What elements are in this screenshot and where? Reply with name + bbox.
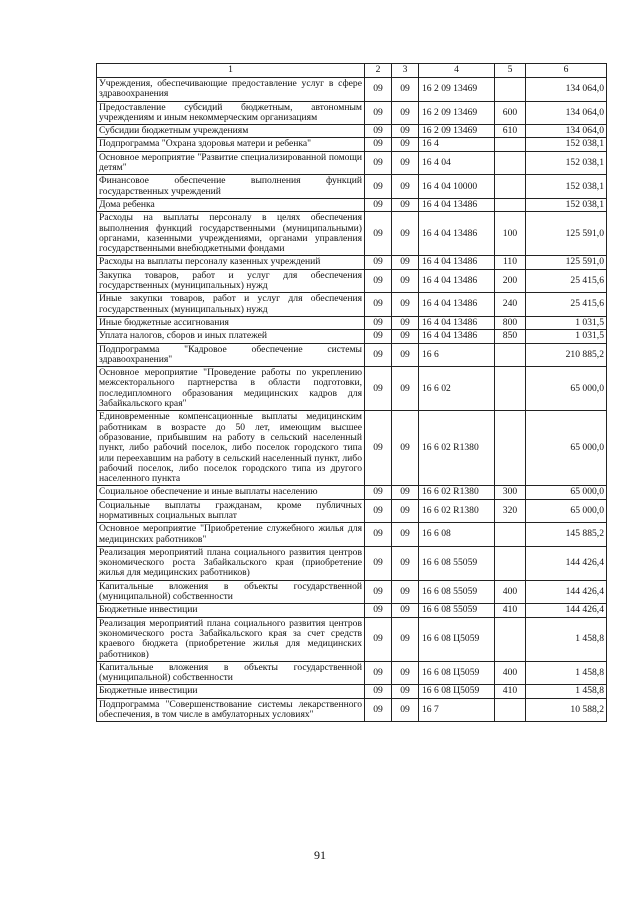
table-row [97, 212, 607, 256]
row-target-article-cell: 16 2 09 13469 [419, 125, 495, 138]
row-amount-cell: 134 064,0 [526, 125, 607, 138]
table-row [97, 661, 607, 685]
row-expense-type-cell [495, 138, 526, 151]
row-target-article-cell: 16 2 09 13469 [419, 101, 495, 125]
row-amount-cell: 210 885,2 [526, 343, 607, 367]
table-row [97, 546, 607, 580]
row-name-cell: Единовременные компенсационные выплаты медицинским работникам в возрасте до 50 лет, имеющим высшее образование, прибывшим на работу в сельский населенный пункт, либо рабочий поселок, либо поселок городского типа или переехавшим на работу в сельский населенный пункт, либо рабочий поселок, либо поселок городского типа из другого населенного пункта [97, 411, 365, 486]
row-expense-type-cell [495, 198, 526, 211]
row-amount-cell: 152 038,1 [526, 151, 607, 175]
table-row [97, 316, 607, 329]
header-col-5: 5 [495, 64, 526, 78]
row-target-article-cell: 16 6 [419, 343, 495, 367]
row-amount-cell: 65 000,0 [526, 486, 607, 499]
row-amount-cell: 10 588,2 [526, 698, 607, 722]
row-subsection-cell: 09 [392, 617, 419, 661]
row-name-cell: Социальные выплаты гражданам, кроме публичных нормативных социальных выплат [97, 499, 365, 523]
row-expense-type-cell: 100 [495, 212, 526, 256]
row-name-cell: Капитальные вложения в объекты государственной (муниципальной) собственности [97, 661, 365, 685]
table-row [97, 698, 607, 722]
row-section-cell: 09 [365, 486, 392, 499]
row-target-article-cell: 16 6 08 55059 [419, 580, 495, 604]
row-section-cell: 09 [365, 151, 392, 175]
row-subsection-cell: 09 [392, 580, 419, 604]
row-subsection-cell: 09 [392, 604, 419, 617]
row-amount-cell: 65 000,0 [526, 411, 607, 486]
table-row [97, 523, 607, 547]
row-name-cell: Иные бюджетные ассигнования [97, 316, 365, 329]
row-subsection-cell: 09 [392, 198, 419, 211]
row-subsection-cell: 09 [392, 175, 419, 199]
table-row [97, 101, 607, 125]
table-row [97, 198, 607, 211]
row-section-cell: 09 [365, 256, 392, 269]
row-target-article-cell: 16 4 04 13486 [419, 256, 495, 269]
table-row [97, 151, 607, 175]
row-name-cell: Бюджетные инвестиции [97, 685, 365, 698]
header-col-3: 3 [392, 64, 419, 78]
row-name-cell: Реализация мероприятий плана социального развития центров экономического роста Забайкальского края за счет средств краевого бюджета (приобретение жилья для медицинских работников) [97, 617, 365, 661]
row-expense-type-cell [495, 175, 526, 199]
row-expense-type-cell [495, 617, 526, 661]
budget-table [96, 63, 607, 722]
row-target-article-cell: 16 4 04 10000 [419, 175, 495, 199]
row-name-cell: Предоставление субсидий бюджетным, автономным учреждениям и иным некоммерческим организациям [97, 101, 365, 125]
row-section-cell: 09 [365, 269, 392, 293]
row-name-cell: Финансовое обеспечение выполнения функций государственных учреждений [97, 175, 365, 199]
row-name-cell: Учреждения, обеспечивающие предоставление услуг в сфере здравоохранения [97, 78, 365, 102]
row-name-cell: Основное мероприятие "Развитие специализированной помощи детям" [97, 151, 365, 175]
row-section-cell: 09 [365, 661, 392, 685]
row-subsection-cell: 09 [392, 523, 419, 547]
row-subsection-cell: 09 [392, 698, 419, 722]
row-subsection-cell: 09 [392, 685, 419, 698]
row-expense-type-cell [495, 343, 526, 367]
row-subsection-cell: 09 [392, 256, 419, 269]
row-subsection-cell: 09 [392, 293, 419, 317]
page-number: 91 [314, 848, 326, 862]
row-amount-cell: 1 458,8 [526, 617, 607, 661]
row-section-cell: 09 [365, 617, 392, 661]
row-name-cell: Бюджетные инвестиции [97, 604, 365, 617]
row-name-cell: Основное мероприятие "Проведение работы по укреплению межсекторального партнерства в области подготовки, последипломного образования медицинских кадров для Забайкальского края" [97, 367, 365, 411]
table-row [97, 138, 607, 151]
table-row [97, 175, 607, 199]
row-target-article-cell: 16 6 08 Ц5059 [419, 685, 495, 698]
row-name-cell: Уплата налогов, сборов и иных платежей [97, 330, 365, 343]
row-expense-type-cell [495, 546, 526, 580]
row-subsection-cell: 09 [392, 101, 419, 125]
table-row [97, 293, 607, 317]
row-amount-cell: 125 591,0 [526, 212, 607, 256]
table-row [97, 269, 607, 293]
row-amount-cell: 1 458,8 [526, 685, 607, 698]
table-row [97, 499, 607, 523]
row-amount-cell: 152 038,1 [526, 175, 607, 199]
row-amount-cell: 1 458,8 [526, 661, 607, 685]
table-row [97, 604, 607, 617]
row-amount-cell: 65 000,0 [526, 499, 607, 523]
row-amount-cell: 145 885,2 [526, 523, 607, 547]
row-name-cell: Субсидии бюджетным учреждениям [97, 125, 365, 138]
row-subsection-cell: 09 [392, 343, 419, 367]
row-expense-type-cell: 600 [495, 101, 526, 125]
row-expense-type-cell: 610 [495, 125, 526, 138]
row-amount-cell: 134 064,0 [526, 101, 607, 125]
row-section-cell: 09 [365, 198, 392, 211]
row-section-cell: 09 [365, 411, 392, 486]
row-amount-cell: 25 415,6 [526, 269, 607, 293]
row-target-article-cell: 16 6 08 [419, 523, 495, 547]
row-amount-cell: 25 415,6 [526, 293, 607, 317]
row-expense-type-cell: 400 [495, 661, 526, 685]
header-col-1: 1 [97, 64, 365, 78]
row-section-cell: 09 [365, 546, 392, 580]
row-subsection-cell: 09 [392, 546, 419, 580]
row-subsection-cell: 09 [392, 78, 419, 102]
row-subsection-cell: 09 [392, 486, 419, 499]
row-subsection-cell: 09 [392, 151, 419, 175]
row-section-cell: 09 [365, 101, 392, 125]
row-section-cell: 09 [365, 343, 392, 367]
row-section-cell: 09 [365, 125, 392, 138]
row-expense-type-cell: 800 [495, 316, 526, 329]
table-row [97, 580, 607, 604]
table-row [97, 343, 607, 367]
row-section-cell: 09 [365, 212, 392, 256]
table-row [97, 78, 607, 102]
row-amount-cell: 144 426,4 [526, 580, 607, 604]
row-target-article-cell: 16 2 09 13469 [419, 78, 495, 102]
row-subsection-cell: 09 [392, 316, 419, 329]
row-amount-cell: 144 426,4 [526, 604, 607, 617]
row-target-article-cell: 16 4 04 13486 [419, 330, 495, 343]
row-target-article-cell: 16 6 02 [419, 367, 495, 411]
row-subsection-cell: 09 [392, 661, 419, 685]
row-subsection-cell: 09 [392, 367, 419, 411]
row-section-cell: 09 [365, 685, 392, 698]
row-name-cell: Дома ребенка [97, 198, 365, 211]
table-row [97, 125, 607, 138]
row-expense-type-cell: 410 [495, 685, 526, 698]
row-section-cell: 09 [365, 330, 392, 343]
table-header-row [97, 64, 607, 78]
row-section-cell: 09 [365, 78, 392, 102]
row-name-cell: Расходы на выплаты персоналу в целях обеспечения выполнения функций государственными (муниципальными) органами, казенными учреждениями, органами управления государственными внебюджетными фондами [97, 212, 365, 256]
row-section-cell: 09 [365, 580, 392, 604]
row-expense-type-cell: 240 [495, 293, 526, 317]
row-subsection-cell: 09 [392, 499, 419, 523]
row-name-cell: Подпрограмма "Кадровое обеспечение системы здравоохранения" [97, 343, 365, 367]
row-section-cell: 09 [365, 293, 392, 317]
table-row [97, 256, 607, 269]
row-section-cell: 09 [365, 175, 392, 199]
row-target-article-cell: 16 4 04 13486 [419, 293, 495, 317]
row-amount-cell: 65 000,0 [526, 367, 607, 411]
row-target-article-cell: 16 6 08 Ц5059 [419, 661, 495, 685]
table-row [97, 330, 607, 343]
table-row [97, 685, 607, 698]
table-row [97, 411, 607, 486]
row-target-article-cell: 16 4 04 13486 [419, 212, 495, 256]
row-amount-cell: 152 038,1 [526, 138, 607, 151]
row-target-article-cell: 16 6 02 R1380 [419, 499, 495, 523]
row-subsection-cell: 09 [392, 125, 419, 138]
row-expense-type-cell: 320 [495, 499, 526, 523]
row-name-cell: Подпрограмма "Совершенствование системы лекарственного обеспечения, в том числе в амбулаторных условиях" [97, 698, 365, 722]
header-col-2: 2 [365, 64, 392, 78]
header-col-4: 4 [419, 64, 495, 78]
row-expense-type-cell: 410 [495, 604, 526, 617]
row-amount-cell: 1 031,5 [526, 316, 607, 329]
row-name-cell: Подпрограмма "Охрана здоровья матери и ребенка" [97, 138, 365, 151]
row-subsection-cell: 09 [392, 138, 419, 151]
table-row [97, 486, 607, 499]
row-target-article-cell: 16 4 04 13486 [419, 316, 495, 329]
row-section-cell: 09 [365, 367, 392, 411]
row-section-cell: 09 [365, 604, 392, 617]
row-name-cell: Иные закупки товаров, работ и услуг для обеспечения государственных (муниципальных) нужд [97, 293, 365, 317]
table-row [97, 367, 607, 411]
row-expense-type-cell: 110 [495, 256, 526, 269]
row-target-article-cell: 16 4 04 13486 [419, 198, 495, 211]
row-expense-type-cell [495, 523, 526, 547]
header-col-6: 6 [526, 64, 607, 78]
row-subsection-cell: 09 [392, 330, 419, 343]
budget-sheet [96, 63, 606, 722]
table-row [97, 617, 607, 661]
row-section-cell: 09 [365, 523, 392, 547]
row-target-article-cell: 16 6 02 R1380 [419, 486, 495, 499]
row-name-cell: Капитальные вложения в объекты государственной (муниципальной) собственности [97, 580, 365, 604]
row-target-article-cell: 16 6 08 Ц5059 [419, 617, 495, 661]
row-target-article-cell: 16 7 [419, 698, 495, 722]
row-target-article-cell: 16 4 04 13486 [419, 269, 495, 293]
row-target-article-cell: 16 4 [419, 138, 495, 151]
row-expense-type-cell: 300 [495, 486, 526, 499]
row-target-article-cell: 16 6 02 R1380 [419, 411, 495, 486]
row-expense-type-cell: 850 [495, 330, 526, 343]
row-expense-type-cell: 200 [495, 269, 526, 293]
row-expense-type-cell [495, 411, 526, 486]
row-amount-cell: 125 591,0 [526, 256, 607, 269]
row-subsection-cell: 09 [392, 269, 419, 293]
row-amount-cell: 152 038,1 [526, 198, 607, 211]
row-name-cell: Основное мероприятие "Приобретение служебного жилья для медицинских работников" [97, 523, 365, 547]
row-section-cell: 09 [365, 499, 392, 523]
row-name-cell: Социальное обеспечение и иные выплаты населению [97, 486, 365, 499]
row-amount-cell: 134 064,0 [526, 78, 607, 102]
row-name-cell: Реализация мероприятий плана социального развития центров экономического роста Забайкальского края (приобретение жилья для медицинских работников) [97, 546, 365, 580]
row-expense-type-cell [495, 151, 526, 175]
row-section-cell: 09 [365, 138, 392, 151]
row-target-article-cell: 16 4 04 [419, 151, 495, 175]
row-name-cell: Расходы на выплаты персоналу казенных учреждений [97, 256, 365, 269]
row-name-cell: Закупка товаров, работ и услуг для обеспечения государственных (муниципальных) нужд [97, 269, 365, 293]
row-expense-type-cell [495, 367, 526, 411]
row-section-cell: 09 [365, 316, 392, 329]
row-subsection-cell: 09 [392, 411, 419, 486]
row-expense-type-cell [495, 78, 526, 102]
row-expense-type-cell: 400 [495, 580, 526, 604]
row-expense-type-cell [495, 698, 526, 722]
row-target-article-cell: 16 6 08 55059 [419, 546, 495, 580]
row-amount-cell: 144 426,4 [526, 546, 607, 580]
row-amount-cell: 1 031,5 [526, 330, 607, 343]
row-section-cell: 09 [365, 698, 392, 722]
row-target-article-cell: 16 6 08 55059 [419, 604, 495, 617]
row-subsection-cell: 09 [392, 212, 419, 256]
